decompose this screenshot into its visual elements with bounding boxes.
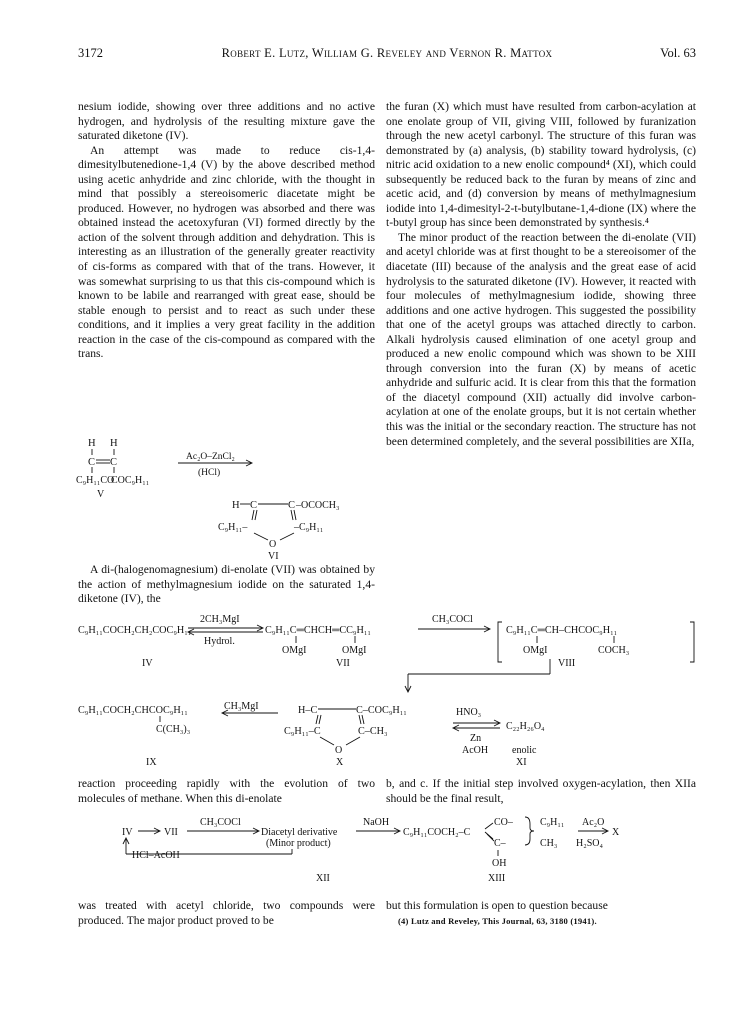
vi-c3: C: [250, 500, 258, 511]
x-right: C–CH₃: [358, 726, 388, 737]
xiii-c9h11: C₉H₁₁: [540, 817, 565, 828]
left-column-block-4: [78, 899, 375, 928]
left-column-block-3: [78, 777, 375, 806]
label-viii: VIII: [558, 658, 576, 669]
xii-minor-product: (Minor product): [266, 838, 331, 849]
viii-coch3: COCH₃: [598, 645, 630, 656]
paragraph: An attempt was made to reduce cis-1,4-dimesitylbutenedione-1,4 (V) by the above described method using acetic anhydride and zinc chloride, with the thought in mind that possibly a stereoisomeric diacetate might be produced. However, no hydrogen was absorbed and there was obtained instead the acetoxyfuran (VI) formed directly by the action of the solvent through addition and dehydration. This is interesting as an illustration of the generally greater reactivity of cis-forms as compared with that of the trans. However, it was somewhat surprising to us that this cis-compound which is known to be labile and rearranged with great ease, should be stable enough to persist and to react as such under these conditions, and it implies a very great facility in the addition reaction in the case of the cis-compound as compared with the trans.: [78, 143, 375, 361]
paragraph: was treated with acetyl chloride, two compounds were produced. The major product proved to be: [78, 899, 375, 927]
running-header: [78, 46, 696, 64]
left-column-block-1: [78, 100, 375, 362]
xii-reagent-ch3cocl: CH₃COCl: [200, 817, 241, 828]
paragraph: the furan (X) which must have resulted from carbon-acylation at one enolate group of VII, giving VIII, followed by furanization through the new acetyl carbonyl. The structure of this furan was demonstrated by (a) analysis, (b) stability toward hydrolysis, (c) nitric acid oxidation to a new enolic compound⁴ (XI), which could subsequently be reduced back to the furan by means of zinc and acetic acid, and (d) conversion by means of methylmagnesium iodide into 1,4-dimesityl-2-t-butylbutane-1,4-dione (IX) where the t-butyl group has since been demonstrated by synthesis.⁴: [386, 100, 696, 230]
reagent-hno3: HNO₃: [456, 707, 482, 718]
reagent-acoh: AcOH: [462, 745, 489, 756]
reagent-ac2o-zncl2: Ac₂O–ZnCl₂: [186, 452, 235, 462]
label-vi: VI: [268, 551, 279, 562]
v-left-group: C₉H₁₁CO: [76, 475, 115, 486]
paragraph: but this formulation is open to question because: [386, 899, 608, 912]
scheme-xii-xiii: [60, 815, 700, 890]
xiii-product-x: X: [612, 827, 620, 838]
scheme-iv-to-xi: [60, 612, 700, 772]
reagent-ch3cocl: CH₃COCl: [432, 614, 473, 625]
reagent-hcl: (HCl): [198, 468, 221, 478]
right-column-block-4: [386, 899, 696, 928]
xiii-reagent-h2so4: H₂SO₄: [576, 838, 603, 849]
v-c1: C: [88, 457, 96, 468]
label-v: V: [97, 489, 105, 500]
xiii-co: CO–: [494, 817, 513, 828]
reagent-hydrol: Hydrol.: [204, 636, 235, 647]
v-right-group: COC₉H₁₁: [111, 475, 150, 486]
left-column-block-2: [78, 563, 375, 607]
ix-formula: C₉H₁₁COCH₂CHCOC₉H₁₁: [78, 705, 188, 716]
iv-formula: C₉H₁₁COCH₂CH₂COC₉H₁₁: [78, 625, 192, 636]
v-c2: C: [110, 457, 118, 468]
label-xii: XII: [316, 873, 330, 884]
paragraph: nesium iodide, showing over three additions and no active hydrogen, and hydrolysis of the resulting mixture gave the saturated diketone (IV).: [78, 100, 375, 143]
x-c-coc9h11: C–COC₉H₁₁: [356, 705, 407, 716]
volume-label: Vol. 63: [660, 46, 696, 60]
label-iv: IV: [142, 658, 153, 669]
reagent-ch3mgi: CH₃MgI: [224, 701, 259, 712]
vii-omgi-1: OMgI: [282, 645, 307, 656]
xii-iv: IV: [122, 827, 133, 838]
footnote: (4) Lutz and Reveley, This Journal, 63, 3180 (1941).: [398, 915, 597, 926]
x-left: C₉H₁₁–C: [284, 726, 321, 737]
label-x: X: [336, 757, 344, 768]
label-xi: XI: [516, 757, 527, 768]
v-h2: H: [110, 438, 118, 449]
xi-enolic-label: enolic: [512, 745, 537, 756]
right-column-block-1: [386, 100, 696, 449]
paragraph: reaction proceeding rapidly with the evolution of two molecules of methane. When this di-enolate: [78, 777, 375, 805]
xiii-oh: OH: [492, 858, 507, 869]
v-h1: H: [88, 438, 96, 449]
vi-h: H: [232, 500, 240, 511]
running-authors: Robert E. Lutz, William G. Reveley and Vernon R. Mattox: [221, 46, 553, 60]
xiii-formula: C₉H₁₁COCH₂–C: [403, 827, 471, 838]
xii-vii: VII: [164, 827, 178, 838]
label-vii: VII: [336, 658, 350, 669]
vii-omgi-2: OMgI: [342, 645, 367, 656]
vi-right-mesityl: –C₉H₁₁: [294, 522, 324, 533]
vi-ring-oxygen: O: [269, 539, 277, 550]
vi-left-mesityl: C₉H₁₁–: [218, 522, 248, 533]
reagent-2ch3mgi: 2CH₃MgI: [200, 614, 240, 625]
vi-acetoxy: –OCOCH₃: [296, 500, 340, 511]
vii-formula: C₉H₁₁C═CHCH═CC₉H₁₁: [265, 625, 371, 636]
xii-reagent-naoh: NaOH: [363, 817, 390, 828]
paragraph: b, and c. If the initial step involved oxygen-acylation, then XIIa should be the final result,: [386, 777, 696, 805]
right-column-block-3: [386, 777, 696, 806]
scheme-v-to-vi: [76, 436, 375, 562]
page-number: 3172: [78, 46, 103, 60]
viii-omgi: OMgI: [523, 645, 548, 656]
x-ring-oxygen: O: [335, 745, 343, 756]
paragraph: The minor product of the reaction between the di-enolate (VII) and acetyl chloride was at first thought to be a stereoisomer of the diacetate (III) because of the analysis and the great ease of acid hydrolysis to the saturated diketone (IV). However, it reacted with four molecules of methylmagnesium iodide, showing three additions and one active hydrogen. This suggested the possibility that one of the acetyl groups was attached directly to carbon. Alkali hydrolysis caused elimination of one acetyl group and produced a new enolic compound which was shown to be XIII through conversion into the furan (X) by means of acetic anhydride and sulfuric acid. It is clear from this that the formation of the diacetyl compound (XII) actually did involve carbon-acylation at one of the enolate groups, but it is not certain whether this was the initial or the secondary reaction. The structure has not been determined completely, and the several possibilities are XIIa,: [386, 230, 696, 448]
xii-hcl-acoh: HCl–AcOH: [132, 850, 180, 861]
label-ix: IX: [146, 757, 157, 768]
vi-c2: C: [288, 500, 296, 511]
x-h-c: H–C: [298, 705, 318, 716]
label-xiii: XIII: [488, 873, 506, 884]
xiii-ch3: CH₃: [540, 838, 558, 849]
xiii-reagent-ac2o: Ac₂O: [582, 817, 605, 828]
reagent-zn: Zn: [470, 733, 482, 744]
xii-diacetyl: Diacetyl derivative: [261, 827, 338, 838]
xi-formula: C₂₂H₂₆O₄: [506, 721, 545, 732]
viii-formula: C₉H₁₁C═CH–CHCOC₉H₁₁: [506, 625, 618, 636]
xiii-c: C–: [494, 838, 506, 849]
paragraph: A di-(halogenomagnesium) di-enolate (VII) was obtained by the action of methylmagnesium iodide on the saturated 1,4-diketone (IV), the: [78, 563, 375, 606]
ix-tbutyl: C(CH₃)₃: [156, 724, 191, 735]
